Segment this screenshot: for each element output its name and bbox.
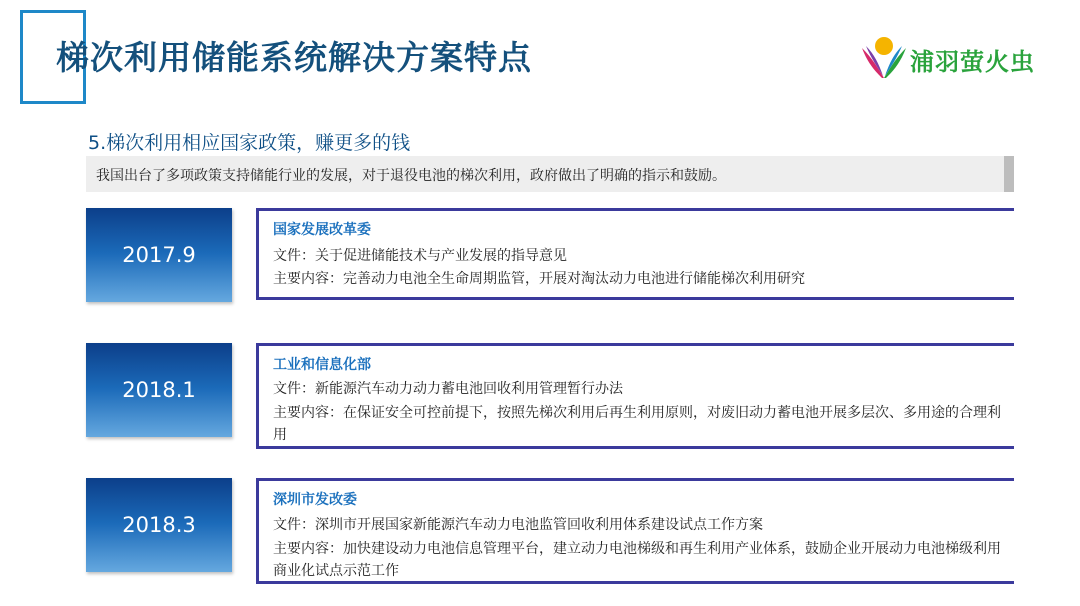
policy-org: 国家发展改革委: [273, 222, 371, 238]
policy-card: [256, 343, 1014, 449]
intro-bar: [86, 156, 1014, 192]
firefly-logo-icon: [858, 34, 910, 84]
logo-text: 浦羽萤火虫: [910, 48, 1035, 76]
section-title: 5.梯次利用相应国家政策，赚更多的钱: [88, 132, 411, 154]
policy-content: 主要内容：完善动力电池全生命周期监管，开展对淘汰动力电池进行储能梯次利用研究: [273, 271, 805, 287]
policy-content: 主要内容：在保证安全可控前提下，按照先梯次利用后再生利用原则，对废旧动力蓄电池开展多层次、多用途的合理利用: [273, 405, 1001, 443]
policy-card: [256, 478, 1014, 584]
policy-document: 文件：深圳市开展国家新能源汽车动力电池监管回收利用体系建设试点工作方案: [273, 517, 763, 533]
policy-content: 主要内容：加快建设动力电池信息管理平台，建立动力电池梯级和再生利用产业体系，鼓励企业开展动力电池梯级利用商业化试点示范工作: [273, 541, 1001, 579]
date-box: [86, 343, 232, 437]
policy-org: 深圳市发改委: [273, 492, 357, 508]
date-box: [86, 208, 232, 302]
date-label: 2018.3: [122, 513, 196, 537]
page-title: 梯次利用储能系统解决方案特点: [56, 38, 532, 77]
intro-text: 我国出台了多项政策支持储能行业的发展，对于退役电池的梯次利用，政府做出了明确的指示和鼓励。: [96, 168, 726, 184]
brand-logo: [858, 34, 1048, 84]
policy-org: 工业和信息化部: [273, 357, 371, 373]
date-label: 2017.9: [122, 243, 196, 267]
date-box: [86, 478, 232, 572]
date-label: 2018.1: [122, 378, 196, 402]
policy-document: 文件：关于促进储能技术与产业发展的指导意见: [273, 248, 567, 264]
policy-document: 文件：新能源汽车动力动力蓄电池回收利用管理暂行办法: [273, 381, 623, 397]
policy-card: [256, 208, 1014, 300]
